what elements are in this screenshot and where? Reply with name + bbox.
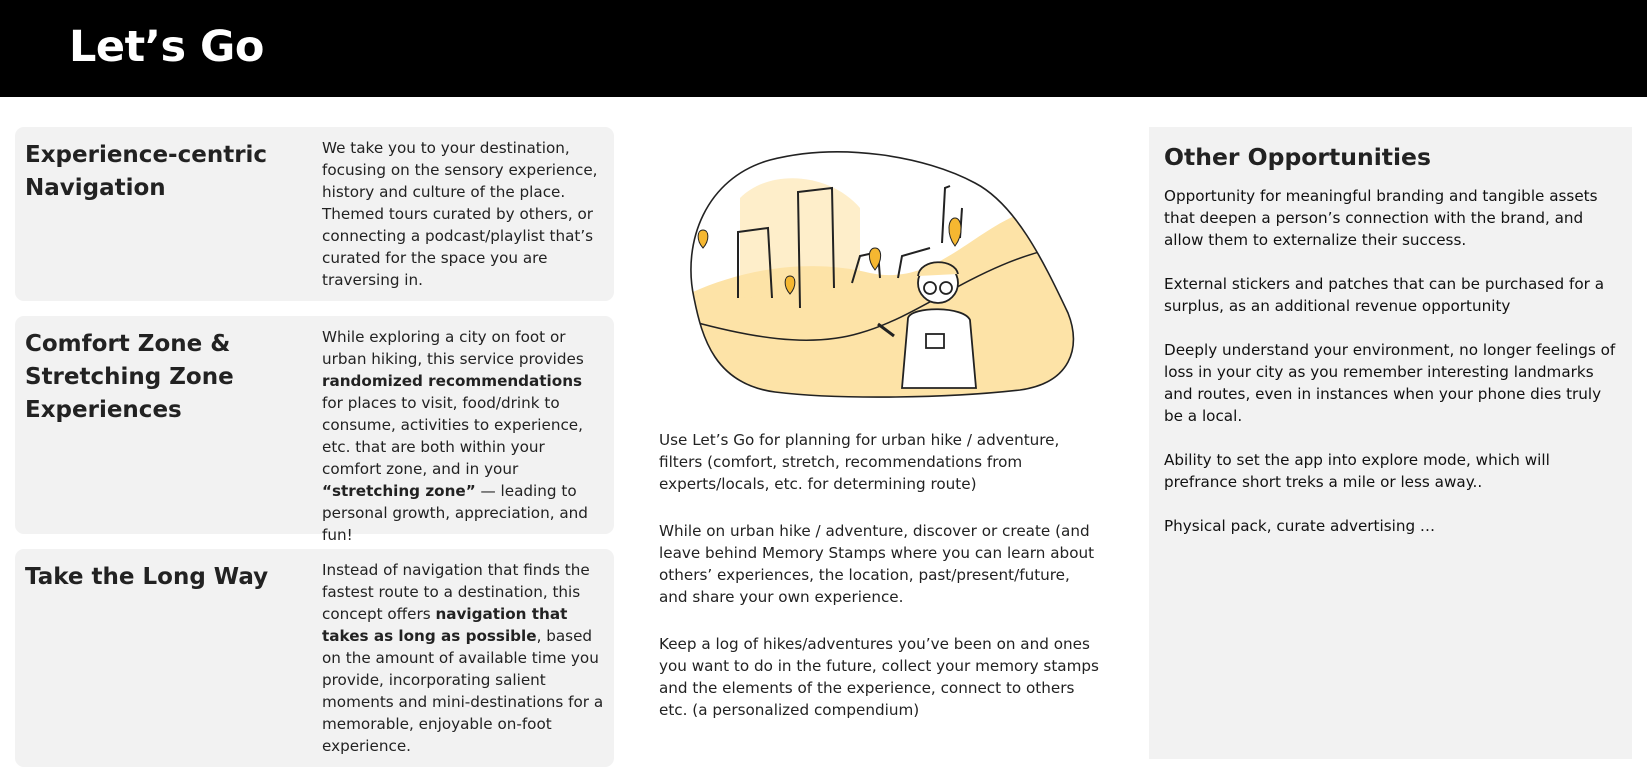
opportunity-item: Physical pack, curate advertising …	[1164, 517, 1436, 535]
body-text: for places to visit, food/drink to consume, activities to experience, etc. that are both within your comfort zone, and in your	[322, 394, 583, 478]
opportunity-item: Ability to set the app into explore mode, which will prefrance short treks a mile or less away..	[1164, 451, 1550, 491]
body-text: While exploring a city on foot or urban hiking, this service provides	[322, 328, 584, 368]
card-description	[322, 559, 607, 757]
usage-paragraph-log: Keep a log of hikes/adventures you’ve been on and ones you want to do in the future, collect your memory stamps and the elements of the experience, connect to others etc. (a personalized compendium)	[659, 635, 1099, 719]
body-text: We take you to your destination, focusing on the sensory experience, history and culture of the place. Themed tours curated by others, or connecting a podcast/playlist that’s curated for the space you are traversing in.	[322, 139, 598, 289]
card-description	[322, 137, 607, 291]
city-walker-illustration	[680, 148, 1080, 408]
emphasis-text: “stretching zone”	[322, 482, 476, 500]
card-title: Take the Long Way	[25, 564, 269, 590]
card-description	[322, 326, 607, 546]
body-text: , based on the amount of available time you provide, incorporating salient moments and mini-destinations for a memorable, enjoyable on-foot experience.	[322, 627, 604, 755]
page-title: Let’s Go	[69, 22, 264, 72]
card-title: Comfort Zone & Stretching Zone Experiences	[25, 331, 234, 423]
panel-title: Other Opportunities	[1164, 143, 1431, 171]
concept-card-comfort-zone	[15, 316, 614, 544]
body-text: — leading to personal growth, appreciation, and fun!	[322, 482, 588, 544]
page-header	[0, 0, 1647, 97]
usage-paragraph-planning: Use Let’s Go for planning for urban hike / adventure, filters (comfort, stretch, recommendations from experts/locals, etc. for determining route)	[659, 431, 1060, 493]
concept-card-experience-centric	[15, 127, 614, 301]
opportunity-item: Deeply understand your environment, no longer feelings of loss in your city as you remember interesting landmarks and routes, even in instances when your phone dies truly be a local.	[1164, 341, 1616, 425]
concept-card-long-way	[15, 549, 614, 767]
opportunity-item: External stickers and patches that can be purchased for a surplus, as an additional revenue opportunity	[1164, 275, 1605, 315]
card-title: Experience-centric Navigation	[25, 142, 268, 201]
other-opportunities-panel	[1149, 127, 1632, 759]
opportunity-item: Opportunity for meaningful branding and tangible assets that deepen a person’s connection with the brand, and allow them to externalize their success.	[1164, 187, 1598, 249]
emphasis-text: randomized recommendations	[322, 372, 583, 390]
emphasis-text: navigation that takes as long as possible	[322, 605, 568, 645]
body-text: Instead of navigation that finds the fastest route to a destination, this concept offers	[322, 561, 590, 623]
usage-paragraph-memory-stamps: While on urban hike / adventure, discover or create (and leave behind Memory Stamps where you can learn about others’ experiences, the location, past/present/future, and share your own experience.	[659, 522, 1095, 606]
